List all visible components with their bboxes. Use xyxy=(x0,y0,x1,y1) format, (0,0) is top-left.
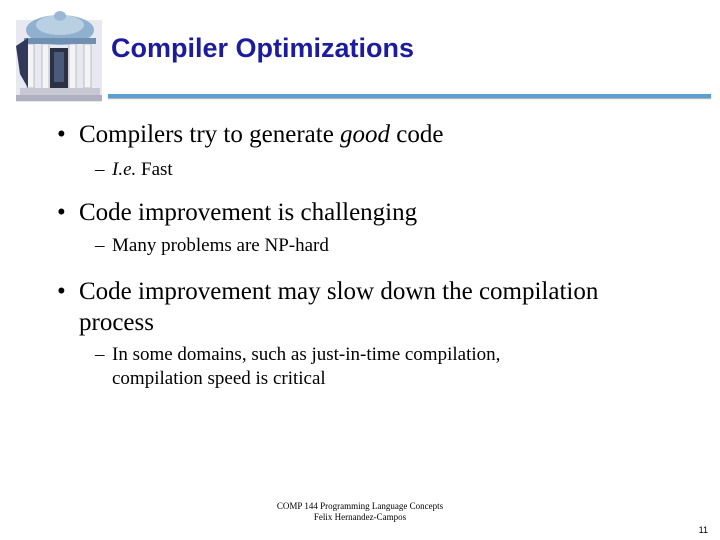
slide-footer xyxy=(200,501,520,523)
dash-glyph: – xyxy=(95,344,105,365)
bullet-item xyxy=(57,120,697,150)
footer-course: COMP 144 Programming Language Concepts xyxy=(276,501,444,511)
bullet-glyph: • xyxy=(57,121,66,148)
bullet-item xyxy=(57,198,697,228)
footer-author: Felix Hernandez-Campos xyxy=(313,512,407,522)
dash-glyph: – xyxy=(95,159,105,180)
page-number: 11 xyxy=(698,525,708,535)
title-underline xyxy=(108,94,711,98)
sub-bullet-text: I.e. Fast xyxy=(112,159,173,180)
bullet-item xyxy=(57,277,697,337)
bullet-text: Code improvement is challenging xyxy=(79,199,418,226)
bullet-glyph: • xyxy=(57,199,66,226)
sub-bullet-text-line: In some domains, such as just-in-time compilation, xyxy=(112,344,501,365)
sub-bullet-text-line: compilation speed is critical xyxy=(112,368,326,389)
bullet-glyph: • xyxy=(57,278,66,305)
bullet-text: Compilers try to generate good code xyxy=(79,121,444,148)
bullet-text-line: Code improvement may slow down the compilation xyxy=(79,278,599,305)
old-well-icon xyxy=(14,8,104,102)
sub-bullet-item xyxy=(95,159,695,181)
bullet-text-line: process xyxy=(79,309,154,336)
slide-title: Compiler Optimizations xyxy=(111,33,415,63)
sub-bullet-item xyxy=(95,235,695,257)
sub-bullet-text: Many problems are NP-hard xyxy=(112,235,329,256)
sub-bullet-item xyxy=(95,344,695,390)
dash-glyph: – xyxy=(95,235,105,256)
